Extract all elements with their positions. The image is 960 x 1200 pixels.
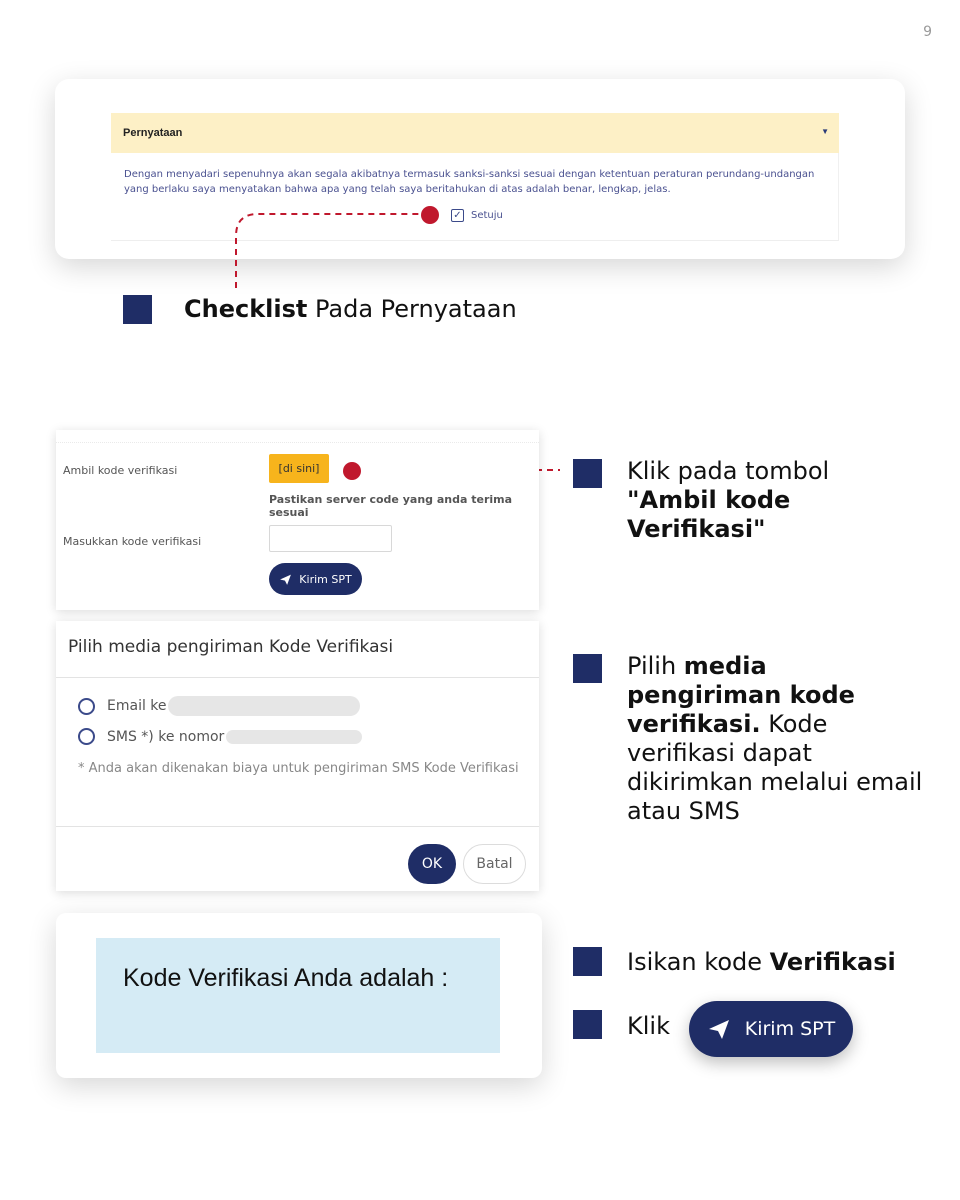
marker-dot-2 bbox=[343, 462, 361, 480]
marker-dot-1 bbox=[421, 206, 439, 224]
caption3-bold: media pengiriman kode verifikasi. bbox=[627, 652, 855, 738]
dialog-divider-bottom bbox=[56, 826, 539, 827]
connector-path-1 bbox=[236, 214, 428, 288]
ambil-kode-label: Ambil kode verifikasi bbox=[63, 464, 178, 477]
caption3-rest: Kode verifikasi dapat dikirimkan melalui email atau SMS bbox=[627, 710, 923, 825]
sms-option[interactable] bbox=[78, 728, 362, 745]
kirim-spt-large-label: Kirim SPT bbox=[744, 1018, 836, 1040]
setuju-label: Setuju bbox=[471, 210, 503, 221]
bullet-1 bbox=[123, 295, 152, 324]
divider bbox=[56, 442, 539, 443]
phone-redacted bbox=[226, 730, 362, 744]
verification-form-card bbox=[56, 430, 539, 610]
send-icon bbox=[279, 573, 292, 586]
email-option[interactable] bbox=[78, 696, 360, 716]
caption2-line1: Klik pada tombol bbox=[627, 457, 830, 485]
di-sini-button[interactable]: [di sini] bbox=[269, 454, 329, 483]
media-dialog-title: Pilih media pengiriman Kode Verifikasi bbox=[68, 637, 394, 657]
bullet-5 bbox=[573, 1010, 602, 1039]
send-icon bbox=[707, 1017, 731, 1041]
kirim-spt-button-large[interactable] bbox=[689, 1001, 853, 1057]
caption2-bold: "Ambil kode Verifikasi" bbox=[627, 486, 791, 543]
email-redacted bbox=[168, 696, 360, 716]
ok-button[interactable]: OK bbox=[408, 844, 456, 884]
bullet-3 bbox=[573, 654, 602, 683]
caption1-rest: Pada Pernyataan bbox=[307, 295, 517, 323]
kode-card bbox=[56, 913, 542, 1078]
page-number: 9 bbox=[923, 24, 932, 40]
caption3-start: Pilih bbox=[627, 652, 684, 680]
caption4-bold: Verifikasi bbox=[769, 948, 896, 976]
caption-isikan bbox=[627, 948, 896, 976]
verification-code-input[interactable] bbox=[269, 525, 392, 552]
email-label: Email ke bbox=[107, 698, 167, 714]
batal-button[interactable]: Batal bbox=[463, 844, 526, 884]
sms-fee-note: * Anda akan dikenakan biaya untuk pengiriman SMS Kode Verifikasi bbox=[78, 761, 519, 776]
caption-media bbox=[627, 652, 927, 826]
caption-ambil-kode bbox=[627, 457, 927, 544]
dialog-divider-top bbox=[56, 677, 539, 678]
media-dialog-card bbox=[56, 621, 539, 891]
bullet-4 bbox=[573, 947, 602, 976]
setuju-checkbox[interactable]: ✓ bbox=[451, 209, 464, 222]
caption-checklist bbox=[184, 295, 517, 323]
pernyataan-statement: Dengan menyadari sepenuhnya akan segala akibatnya termasuk sanksi-sanksi sesuai dengan ketentuan peraturan perundang-undangan yang berlaku saya menyatakan bahwa apa yang telah saya beritahukan di atas adalah benar, lengkap, jelas. bbox=[124, 169, 815, 195]
kirim-spt-button-small[interactable] bbox=[269, 563, 362, 595]
pernyataan-header-title: Pernyataan bbox=[123, 127, 183, 139]
masukkan-kode-label: Masukkan kode verifikasi bbox=[63, 535, 202, 548]
caption1-bold: Checklist bbox=[184, 295, 308, 323]
email-radio[interactable] bbox=[78, 698, 95, 715]
sms-label: SMS *) ke nomor bbox=[107, 728, 225, 745]
kode-box bbox=[96, 938, 500, 1053]
bullet-2 bbox=[573, 459, 602, 488]
kirim-spt-small-label: Kirim SPT bbox=[299, 572, 352, 586]
caret-down-icon: ▼ bbox=[821, 127, 829, 136]
sms-radio[interactable] bbox=[78, 728, 95, 745]
caption-klik: Klik bbox=[627, 1012, 670, 1040]
caption4-start: Isikan kode bbox=[627, 948, 770, 976]
server-code-hint: Pastikan server code yang anda terima sesuai bbox=[269, 493, 513, 519]
kode-text: Kode Verifikasi Anda adalah : bbox=[123, 964, 449, 992]
